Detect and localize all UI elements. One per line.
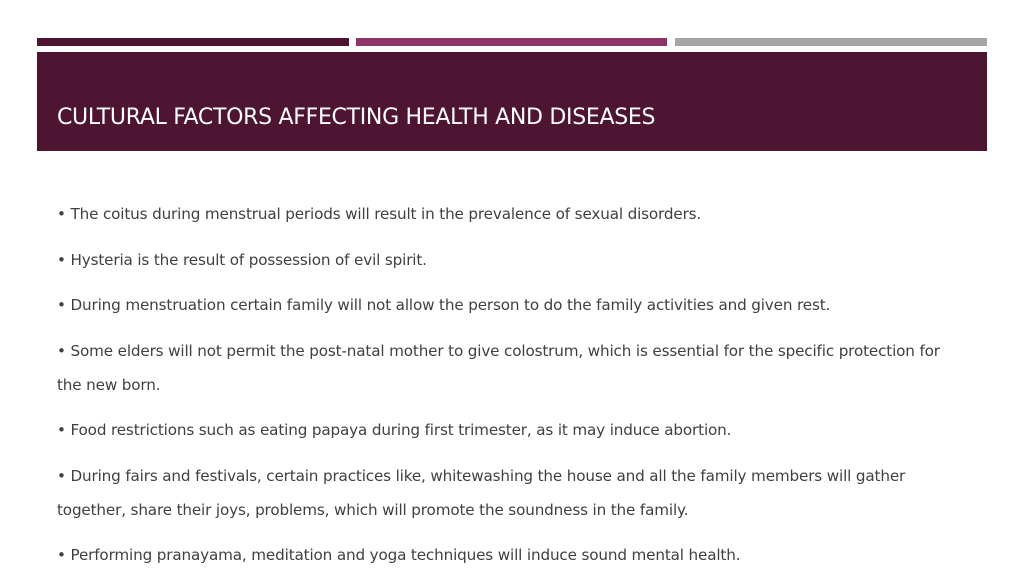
accent-bar-middle [356,38,667,46]
slide-title: CULTURAL FACTORS AFFECTING HEALTH AND DISEASES [57,105,656,130]
accent-bar-left [37,38,349,46]
bullet-item: • Performing pranayama, meditation and yoga techniques will induce sound mental health. [57,546,741,564]
bullet-item: • Hysteria is the result of possession of evil spirit. [57,250,427,269]
title-banner [37,52,987,151]
accent-bar-right [675,38,987,46]
bullet-item: • Some elders will not permit the post-natal mother to give colostrum, which is essential for the specific protection for the new born. [57,341,940,394]
bullet-item: • Food restrictions such as eating papaya during first trimester, as it may induce abortion. [57,421,732,439]
bullet-item: • The coitus during menstrual periods will result in the prevalence of sexual disorders. [57,205,702,223]
bullet-item: • During fairs and festivals, certain practices like, whitewashing the house and all the family members will gather together, share their joys, problems, which will promote the soundness in the family. [57,466,906,519]
bullet-item: • During menstruation certain family will not allow the person to do the family activities and given rest. [57,296,831,314]
bullet-list [57,197,967,584]
